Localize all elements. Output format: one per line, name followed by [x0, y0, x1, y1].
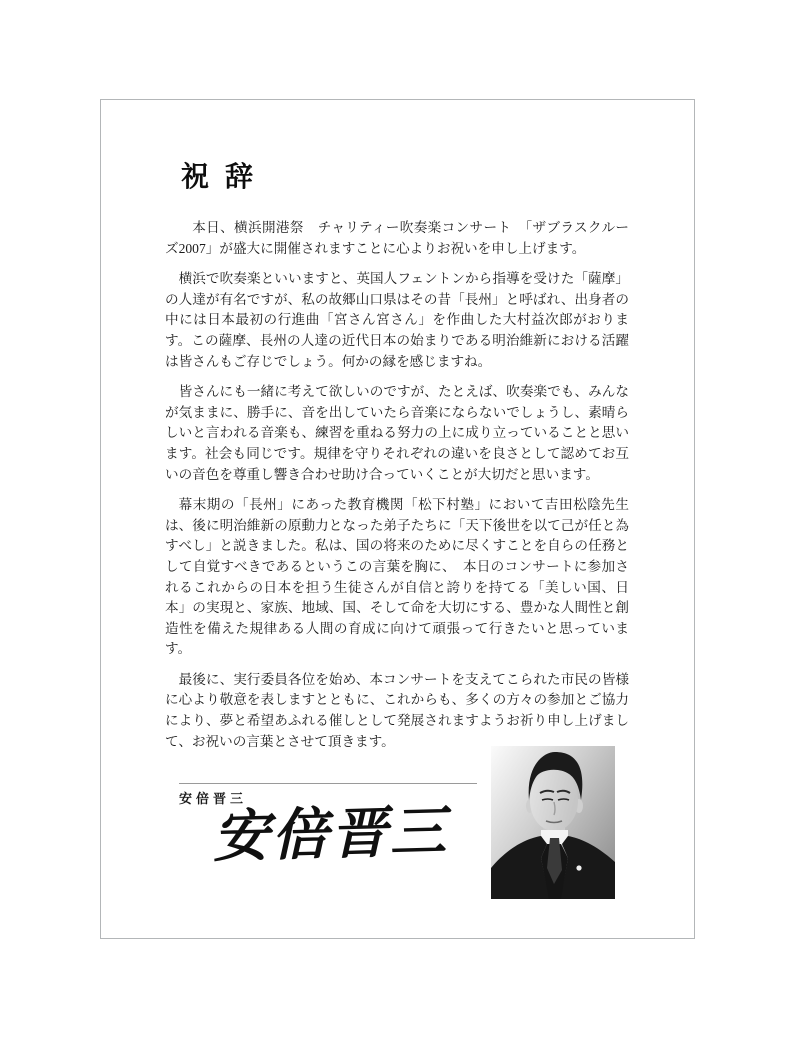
- paragraph-shokasonjuku: 幕末期の「長州」にあった教育機関「松下村塾」において吉田松陰先生は、後に明治維新の原動力となった弟子たちに「天下後世を以て己が任と為すべし」と説きました。私は、国の将来のために尽くすことを自らの任務として自覚すべきであるというこの言葉を胸に、 本日のコンサートに参加されるこれからの日本を担う生徒さんが自信と誇りを持てる「美しい国、日本」の実現と、家族、地域、国、そして命を大切にする、豊かな人間性と創造性を備えた規律ある人間の育成に向けて頑張って行きたいと思っています。: [165, 497, 629, 657]
- portrait-photo: [491, 746, 615, 899]
- signer-name-label: 安倍晋三: [179, 791, 248, 806]
- paragraph-greeting: 本日、横浜開港祭 チャリティー吹奏楽コンサート 「ザブラスクルーズ2007」が盛大に開催されますことに心よりお祝いを申し上げます。: [165, 220, 629, 256]
- signature-divider: [179, 783, 477, 784]
- photo-lapel-pin: [576, 865, 581, 870]
- message-body: [165, 218, 629, 762]
- paragraph-harmony: 皆さんにも一緒に考えて欲しいのですが、たとえば、吹奏楽でも、みんなが気ままに、勝手に、音を出していたら音楽にならないでしょうし、素晴らしいと言われる音楽も、練習を重ねる努力の上に成り立っていることと思います。社会も同じです。規律を守りそれぞれの違いを良さとして認めてお互いの音色を尊重し響き合わせ助け合っていくことが大切だと思います。: [165, 384, 629, 482]
- paragraph-history: 横浜で吹奏楽といいますと、英国人フェントンから指導を受けた「薩摩」の人達が有名ですが、私の故郷山口県はその昔「長州」と呼ばれ、出身者の中には日本最初の行進曲「宮さん宮さん」を作曲した大村益次郎がおります。この薩摩、長州の人達の近代日本の始まりである明治維新における活躍は皆さんもご存じでしょう。何かの縁を感じますね。: [165, 271, 629, 369]
- portrait-photo-graphic: [491, 746, 615, 899]
- page-title: 祝 辞: [181, 162, 255, 193]
- paragraph-closing: 最後に、実行委員各位を始め、本コンサートを支えてこられた市民の皆様に心より敬意を表しますとともに、これからも、多くの方々の参加とご協力により、夢と希望あふれる催しとして発展されますようお祈り申し上げまして、お祝いの言葉とさせて頂きます。: [165, 671, 629, 749]
- handwritten-signature: 安倍晋三: [212, 800, 450, 870]
- page-sheet: [100, 99, 695, 939]
